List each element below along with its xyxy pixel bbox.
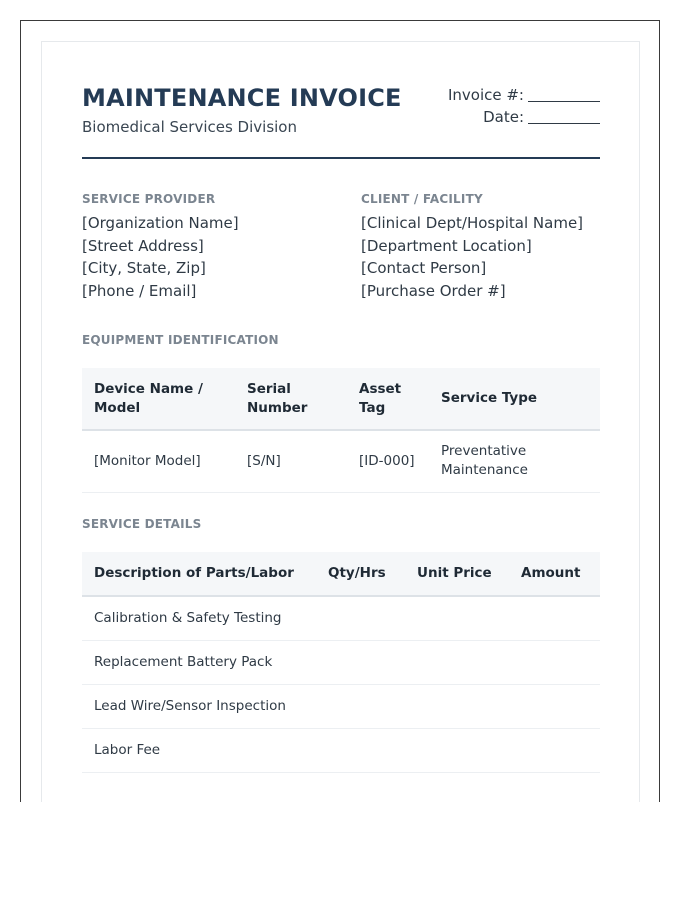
client-line: [Clinical Dept/Hospital Name]: [361, 214, 584, 232]
qty-cell: [316, 684, 405, 728]
invoice-date-label: Date:: [483, 108, 524, 126]
asset-tag-cell: [ID-000]: [347, 430, 429, 492]
description-cell: Calibration & Safety Testing: [82, 596, 316, 640]
unit-price-cell: [405, 728, 509, 772]
equipment-table: [82, 368, 600, 493]
amount-cell: [509, 684, 600, 728]
provider-line: [Street Address]: [82, 236, 204, 255]
service-details-label: SERVICE DETAILS: [82, 517, 202, 531]
provider-line: [Organization Name]: [82, 214, 239, 232]
client-facility-address: [361, 212, 583, 302]
invoice-title: MAINTENANCE INVOICE: [82, 84, 402, 112]
column-header-qty: Qty/Hrs: [316, 552, 405, 596]
equipment-identification-label: EQUIPMENT IDENTIFICATION: [82, 333, 279, 347]
qty-cell: [316, 596, 405, 640]
service-header-row: [82, 552, 600, 596]
client-line: [Contact Person]: [361, 259, 487, 277]
unit-price-cell: [405, 596, 509, 640]
provider-line: [City, State, Zip]: [82, 259, 206, 277]
equipment-header-row: [82, 368, 600, 430]
invoice-number-label: Invoice #:: [447, 86, 524, 104]
amount-cell: [509, 728, 600, 772]
column-header-unit-price: Unit Price: [405, 552, 509, 596]
invoice-date-blank: [528, 109, 600, 124]
invoice-date-row: [448, 106, 600, 128]
qty-cell: [316, 640, 405, 684]
column-header-asset-tag: Asset Tag: [347, 368, 429, 430]
service-provider-label: SERVICE PROVIDER: [82, 192, 216, 206]
service-provider-address: [82, 212, 239, 302]
client-line: [Purchase Order #]: [361, 281, 506, 300]
column-header-serial: Serial Number: [235, 368, 347, 430]
description-cell: Replacement Battery Pack: [82, 640, 316, 684]
unit-price-cell: [405, 684, 509, 728]
amount-cell: [509, 640, 600, 684]
client-facility-label: CLIENT / FACILITY: [361, 192, 483, 206]
qty-cell: [316, 728, 405, 772]
invoice-subtitle: Biomedical Services Division: [82, 118, 297, 136]
table-row: [82, 430, 600, 492]
table-row: [82, 596, 600, 640]
header-divider: [82, 157, 600, 159]
description-cell: Labor Fee: [82, 728, 316, 772]
amount-cell: [509, 596, 600, 640]
device-cell: [Monitor Model]: [82, 430, 235, 492]
column-header-device: Device Name / Model: [82, 368, 235, 430]
column-header-description: Description of Parts/Labor: [82, 552, 316, 596]
column-header-amount: Amount: [509, 552, 600, 596]
table-row: [82, 684, 600, 728]
service-type-cell: Preventative Maintenance: [429, 430, 600, 492]
table-row: [82, 728, 600, 772]
description-cell: Lead Wire/Sensor Inspection: [82, 684, 316, 728]
invoice-number-row: [448, 84, 600, 106]
column-header-service-type: Service Type: [429, 368, 600, 430]
client-line: [Department Location]: [361, 236, 532, 255]
service-details-table: [82, 552, 600, 773]
serial-cell: [S/N]: [235, 430, 347, 492]
unit-price-cell: [405, 640, 509, 684]
table-row: [82, 640, 600, 684]
provider-line: [Phone / Email]: [82, 281, 197, 300]
invoice-meta: [448, 84, 600, 128]
invoice-number-blank: [528, 87, 600, 102]
